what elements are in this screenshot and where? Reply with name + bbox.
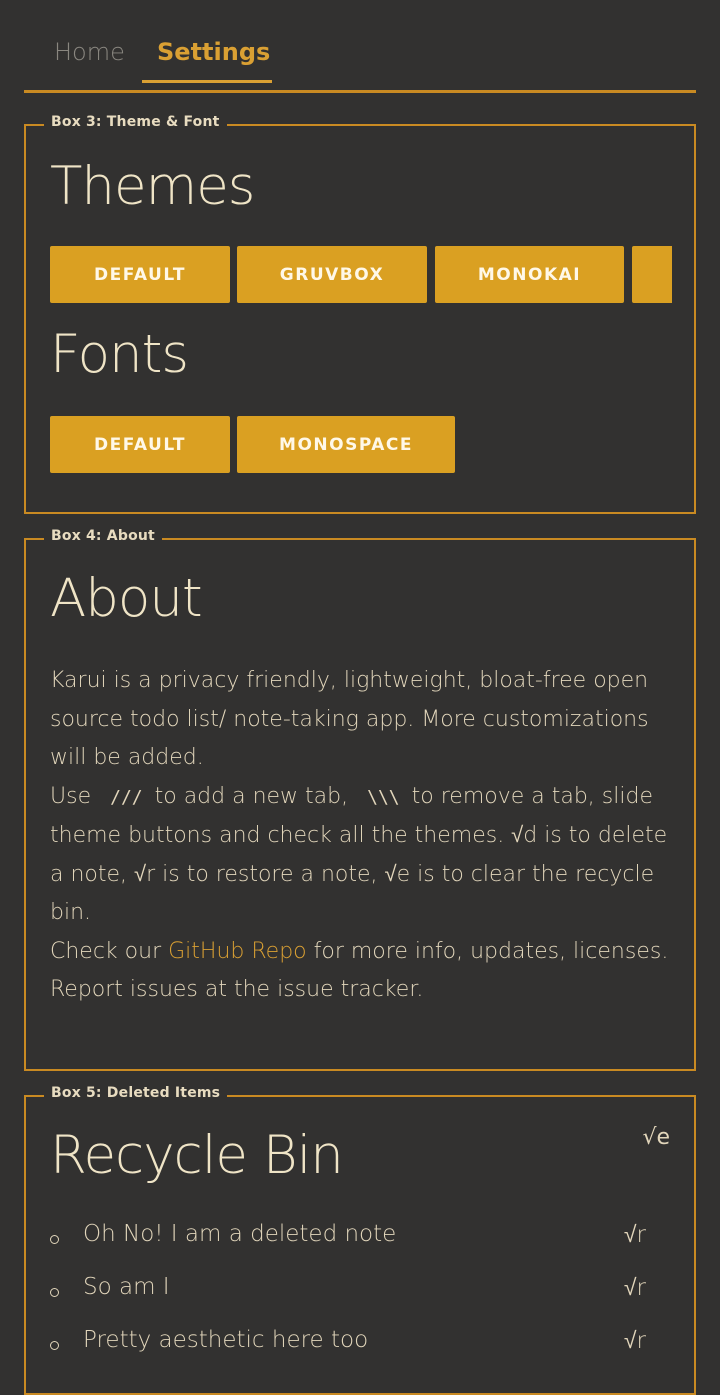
top-tab-bar [24,0,696,93]
recycle-bin-heading: Recycle Bin [50,1125,343,1186]
theme-font-box-legend: Box 3: Theme & Font [44,111,227,133]
fonts-heading: Fonts [50,324,189,385]
bullet-icon [50,1341,59,1350]
deleted-item [50,1327,646,1367]
about-box [24,528,696,1071]
deleted-item [50,1221,646,1261]
bullet-icon [50,1235,59,1244]
add-tab-code: /// [110,786,143,808]
active-tab-indicator [142,80,272,83]
clear-recycle-bin-button[interactable]: √e [642,1125,670,1150]
theme-monokai-button[interactable]: MONOKAI [435,246,624,303]
about-paragraph-3: Check our GitHub Repo for more info, updates, licenses. Report issues at the issue tracker. [50,938,669,1002]
deleted-item [50,1274,646,1314]
font-default-button[interactable]: DEFAULT [50,416,230,473]
deleted-item-text: Pretty aesthetic here too [83,1327,369,1353]
tab-settings[interactable]: Settings [157,38,271,66]
theme-gruvbox-button[interactable]: GRUVBOX [237,246,427,303]
theme-default-button[interactable]: DEFAULT [50,246,230,303]
about-paragraph-1: Karui is a privacy friendly, lightweight, bloat-free open source todo list/ note-taking app. More customizations will be added. [50,668,649,770]
recycle-bin-box-legend: Box 5: Deleted Items [44,1082,227,1104]
theme-buttons-slider[interactable] [50,246,672,303]
about-paragraph-2: Use /// to add a new tab, \\\ to remove a tab, slide theme buttons and check all the themes. √d is to delete a note, √r is to restore a note, √e is to clear the recycle bin. [50,783,668,925]
recycle-bin-box [24,1085,696,1395]
restore-button[interactable]: √r [623,1222,646,1248]
restore-button[interactable]: √r [623,1328,646,1354]
about-text [50,662,678,1010]
github-repo-link[interactable]: GitHub Repo [168,938,307,964]
themes-heading: Themes [50,156,255,217]
restore-button[interactable]: √r [623,1275,646,1301]
deleted-item-text: Oh No! I am a deleted note [83,1221,397,1247]
about-heading: About [50,568,202,629]
theme-next-button[interactable] [632,246,672,303]
bullet-icon [50,1288,59,1297]
deleted-item-text: So am I [83,1274,170,1300]
tab-home[interactable]: Home [54,38,125,66]
remove-tab-code: \\\ [367,786,400,808]
theme-font-box [24,114,696,514]
font-monospace-button[interactable]: MONOSPACE [237,416,455,473]
about-box-legend: Box 4: About [44,525,162,547]
